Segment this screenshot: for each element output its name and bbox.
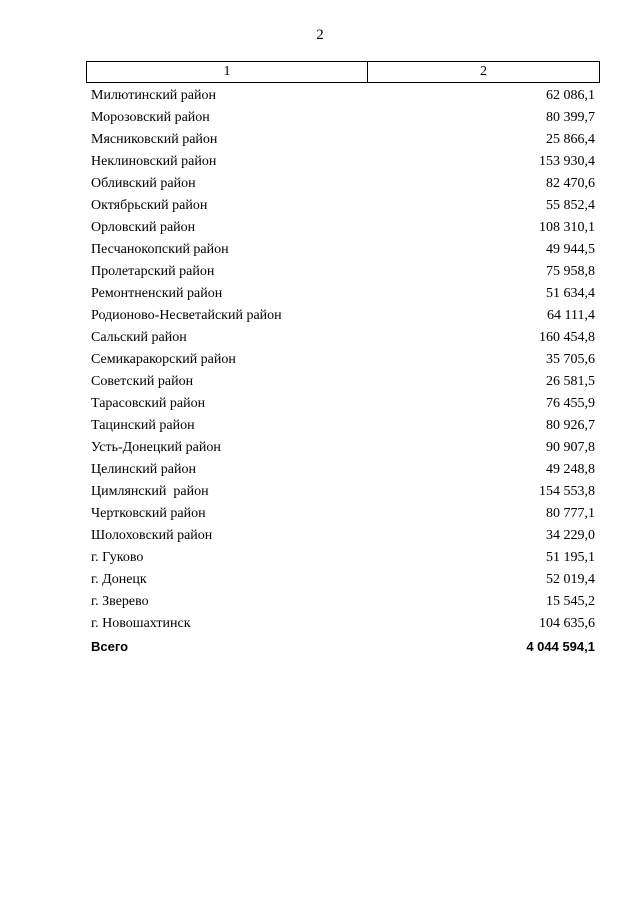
row-value: 26 581,5 bbox=[546, 374, 595, 389]
row-name: Цимлянский район bbox=[91, 484, 209, 499]
table-row bbox=[91, 173, 595, 195]
row-value: 76 455,9 bbox=[546, 396, 595, 411]
table-header bbox=[86, 61, 600, 83]
row-name: Обливский район bbox=[91, 176, 196, 191]
table-body bbox=[91, 85, 595, 657]
table-row bbox=[91, 261, 595, 283]
row-name: Советский район bbox=[91, 374, 194, 389]
header-col-2: 2 bbox=[480, 64, 487, 79]
page-number: 2 bbox=[316, 27, 324, 43]
table-row bbox=[91, 437, 595, 459]
row-name: Целинский район bbox=[91, 462, 196, 477]
row-name: Морозовский район bbox=[91, 110, 210, 125]
table-row bbox=[91, 327, 595, 349]
row-value: 64 111,4 bbox=[547, 308, 595, 323]
total-row bbox=[91, 635, 595, 657]
row-value: 35 705,6 bbox=[546, 352, 595, 367]
table-row bbox=[91, 371, 595, 393]
table-row bbox=[91, 283, 595, 305]
row-name: г. Зверево bbox=[91, 594, 149, 609]
row-name: г. Донецк bbox=[91, 572, 147, 587]
row-name: Усть-Донецкий район bbox=[91, 440, 221, 455]
row-value: 108 310,1 bbox=[539, 220, 595, 235]
total-label: Всего bbox=[91, 638, 129, 654]
row-name: Октябрьский район bbox=[91, 198, 208, 213]
row-name: Чертковский район bbox=[91, 506, 206, 521]
row-value: 80 777,1 bbox=[546, 506, 595, 521]
row-value: 15 545,2 bbox=[546, 594, 595, 609]
table-row bbox=[91, 217, 595, 239]
table-row bbox=[91, 195, 595, 217]
table-row bbox=[91, 459, 595, 481]
row-value: 80 399,7 bbox=[546, 110, 595, 125]
table-row bbox=[91, 129, 595, 151]
row-value: 160 454,8 bbox=[539, 330, 595, 345]
table-row bbox=[91, 349, 595, 371]
row-name: Тацинский район bbox=[91, 418, 195, 433]
row-value: 25 866,4 bbox=[546, 132, 595, 147]
row-value: 52 019,4 bbox=[546, 572, 595, 587]
table-row bbox=[91, 613, 595, 635]
table-row bbox=[91, 107, 595, 129]
table-row bbox=[91, 481, 595, 503]
row-value: 154 553,8 bbox=[539, 484, 595, 499]
total-value: 4 044 594,1 bbox=[526, 638, 595, 654]
table-row bbox=[91, 239, 595, 261]
row-value: 51 195,1 bbox=[546, 550, 595, 565]
row-name: Шолоховский район bbox=[91, 528, 213, 543]
row-name: Тарасовский район bbox=[91, 396, 206, 411]
row-name: Пролетарский район bbox=[91, 264, 215, 279]
table-row bbox=[91, 415, 595, 437]
table-row bbox=[91, 503, 595, 525]
table-row bbox=[91, 569, 595, 591]
row-name: Семикаракорский район bbox=[91, 352, 236, 367]
table-row bbox=[91, 591, 595, 613]
table-row bbox=[91, 85, 595, 107]
row-value: 80 926,7 bbox=[546, 418, 595, 433]
row-name: Мясниковский район bbox=[91, 132, 218, 147]
row-name: г. Гуково bbox=[91, 550, 144, 565]
row-name: г. Новошахтинск bbox=[91, 616, 191, 631]
row-value: 34 229,0 bbox=[546, 528, 595, 543]
header-col-1: 1 bbox=[87, 62, 368, 82]
row-name: Родионово-Несветайский район bbox=[91, 308, 282, 323]
row-name: Сальский район bbox=[91, 330, 187, 345]
row-name: Орловский район bbox=[91, 220, 196, 235]
row-value: 90 907,8 bbox=[546, 440, 595, 455]
row-name: Ремонтненский район bbox=[91, 286, 223, 301]
table-row bbox=[91, 151, 595, 173]
table-row bbox=[91, 547, 595, 569]
row-value: 104 635,6 bbox=[539, 616, 595, 631]
row-value: 49 248,8 bbox=[546, 462, 595, 477]
row-name: Милютинский район bbox=[91, 88, 217, 103]
row-value: 49 944,5 bbox=[546, 242, 595, 257]
row-name: Песчанокопский район bbox=[91, 242, 229, 257]
table-row bbox=[91, 305, 595, 327]
row-value: 55 852,4 bbox=[546, 198, 595, 213]
row-value: 51 634,4 bbox=[546, 286, 595, 301]
table-row bbox=[91, 525, 595, 547]
row-value: 153 930,4 bbox=[539, 154, 595, 169]
table-row bbox=[91, 393, 595, 415]
row-value: 62 086,1 bbox=[546, 88, 595, 103]
row-name: Неклиновский район bbox=[91, 154, 217, 169]
row-value: 82 470,6 bbox=[546, 176, 595, 191]
row-value: 75 958,8 bbox=[546, 264, 595, 279]
